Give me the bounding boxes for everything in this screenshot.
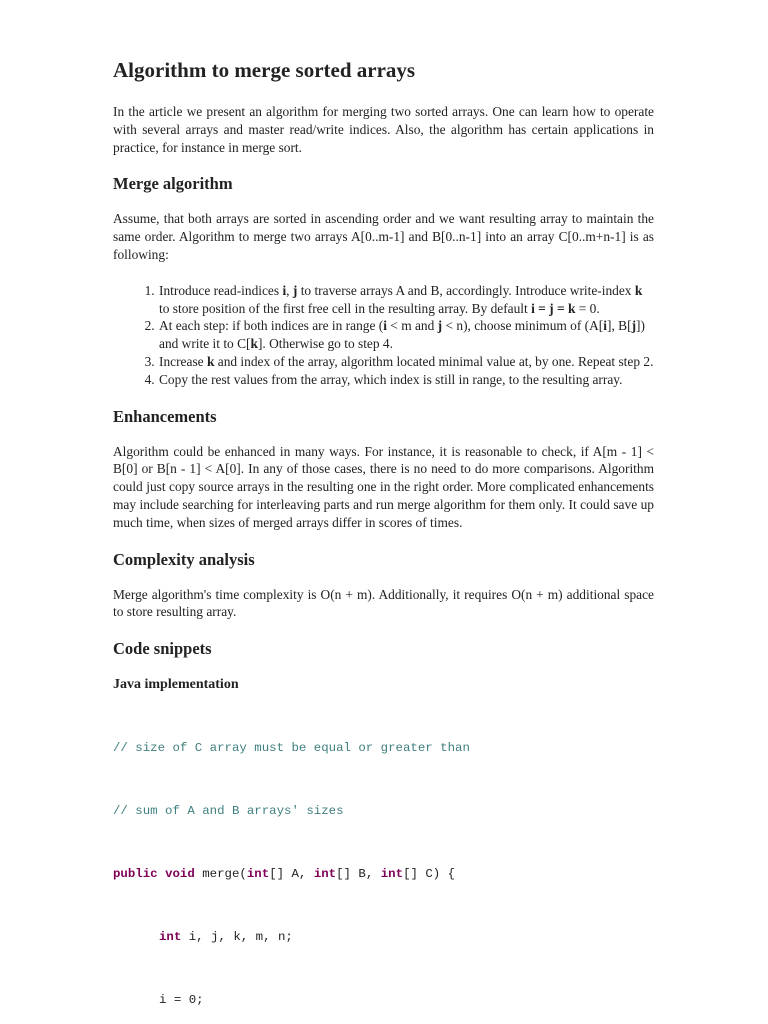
merge-steps-list xyxy=(113,282,654,389)
code-method-signature: public void merge(int[] A, int[] B, int[] C) { xyxy=(113,867,456,882)
code-comment-line: // sum of A and B arrays' sizes xyxy=(113,804,344,819)
merge-algorithm-paragraph: Assume, that both arrays are sorted in ascending order and we want resulting array to maintain the same order. Algorithm to merge two arrays A[0..m-1] and B[0..n-1] into an array C[0..m+n-1] is as following: xyxy=(113,211,654,262)
merge-step-3: 3. Increase k and index of the array, algorithm located minimal value at, by one. Repeat step 2. xyxy=(158,353,654,371)
code-declaration-line: int i, j, k, m, n; xyxy=(159,930,293,945)
code-block xyxy=(113,705,654,1024)
merge-algorithm-heading: Merge algorithm xyxy=(113,174,233,194)
intro-paragraph: In the article we present an algorithm for merging two sorted arrays. One can learn how to operate with several arrays and master read/write indices. Also, the algorithm has certain applications in practice, for instance in merge sort. xyxy=(113,104,654,155)
merge-step-1: 1. Introduce read-indices i, j to traverse arrays A and B, accordingly. Introduce write-index k to store position of the first free cell in the resulting array. By default i = j = k = 0. xyxy=(158,282,654,318)
code-snippets-heading: Code snippets xyxy=(113,639,212,659)
java-implementation-heading: Java implementation xyxy=(113,677,239,693)
merge-step-2: 2. At each step: if both indices are in range (i < m and j < n), choose minimum of (A[i], B[j]) and write it to C[k]. Otherwise go to step 4. xyxy=(158,317,654,353)
complexity-paragraph: Merge algorithm's time complexity is O(n + m). Additionally, it requires O(n + m) additional space to store resulting array. xyxy=(113,586,654,620)
complexity-heading: Complexity analysis xyxy=(113,549,255,569)
code-assignment-line: i = 0; xyxy=(159,993,204,1008)
enhancements-paragraph: Algorithm could be enhanced in many ways. For instance, it is reasonable to check, if A[m - 1] < B[0] or B[n - 1] < A[0]. In any of those cases, there is no need to do more comparisons. Algorithm could just copy source arrays in the resulting one in the right order. More complicated enhancements may include searching for interleaving parts and run merge algorithm for them only. It could save up much time, when sizes of merged arrays differ in scores of times. xyxy=(113,443,654,530)
enhancements-heading: Enhancements xyxy=(113,406,217,426)
merge-step-4: 4. Copy the rest values from the array, which index is still in range, to the resulting array. xyxy=(158,371,654,389)
code-comment-line: // size of C array must be equal or greater than xyxy=(113,741,470,756)
page-title: Algorithm to merge sorted arrays xyxy=(113,58,416,82)
